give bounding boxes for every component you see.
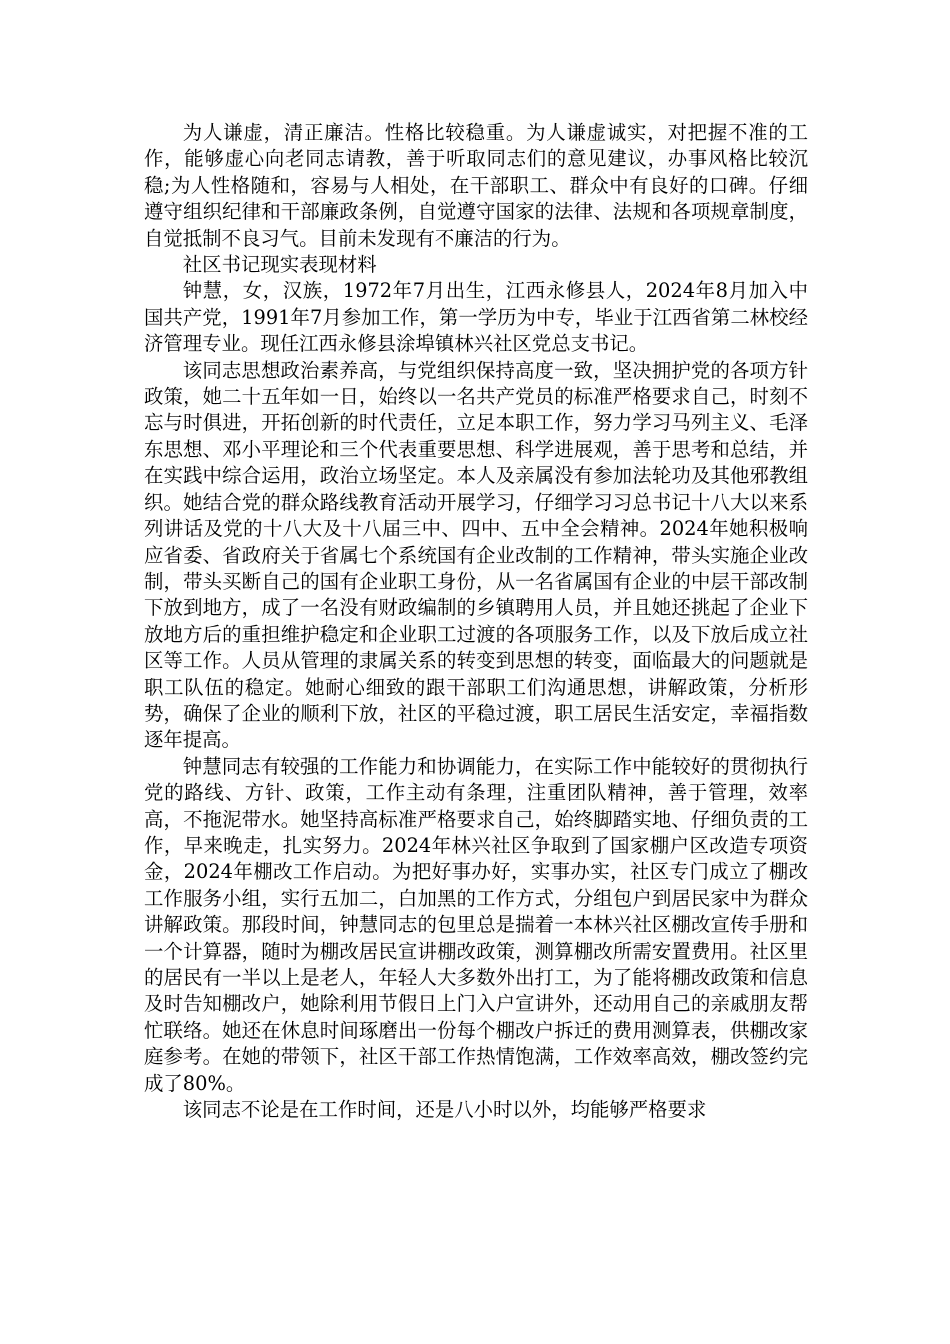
paragraph-political-quality: 该同志思想政治素养高，与党组织保持高度一致，坚决拥护党的各项方针政策，她二十五年如一日，始终以一名共产党员的标准严格要求自己，时刻不忘与时俱进，开拓创新的时代责任，立足本职工作，努力学习马列主义、毛泽东思想、邓小平理论和三个代表重要思想、科学进展观，善于思考和总结，并在实践中综合运用，政治立场坚定。本人及亲属没有参加法轮功及其他邪教组织。她结合党的群众路线教育活动开展学习，仔细学习习总书记十八大以来系列讲话及党的十八大及十八届三中、四中、五中全会精神。2024年她积极响应省委、省政府关于省属七个系统国有企业改制的工作精神，带头实施企业改制，带头买断自己的国有企业职工身份，从一名省属国有企业的中层干部改制下放到地方，成了一名没有财政编制的乡镇聘用人员，并且她还挑起了企业下放地方后的重担维护稳定和企业职工过渡的各项服务工作，以及下放后成立社区等工作。人员从管理的隶属关系的转变到思想的转变，面临最大的问题就是职工队伍的稳定。她耐心细致的跟干部职工们沟通思想，讲解政策，分析形势，确保了企业的顺利下放，社区的平稳过渡，职工居民生活安定，幸福指数逐年提高。 bbox=[144, 358, 808, 752]
paragraph-biography: 钟慧，女，汉族，1972年7月出生，江西永修县人，2024年8月加入中国共产党，1991年7月参加工作，第一学历为中专，毕业于江西省第二林校经济管理专业。现任江西永修县涂埠镇林兴社区党总支书记。 bbox=[144, 279, 808, 356]
paragraph-work-ability: 钟慧同志有较强的工作能力和协调能力，在实际工作中能较好的贯彻执行党的路线、方针、政策，工作主动有条理，注重团队精神，善于管理，效率高，不拖泥带水。她坚持高标准严格要求自己，始终脚踏实地、仔细负责的工作，早来晚走，扎实努力。2024年林兴社区争取到了国家棚户区改造专项资金，2024年棚改工作启动。为把好事办好，实事办实，社区专门成立了棚改工作服务小组，实行五加二，白加黑的工作方式，分组包户到居民家中为群众讲解政策。那段时间，钟慧同志的包里总是揣着一本林兴社区棚改宣传手册和一个计算器，随时为棚改居民宣讲棚改政策，测算棚改所需安置费用。社区里的居民有一半以上是老人，年轻人大多数外出打工，为了能将棚改政策和信息及时告知棚改户，她除利用节假日上门入户宣讲外，还动用自己的亲戚朋友帮忙联络。她还在休息时间琢磨出一份每个棚改户拆迁的费用测算表，供棚改家庭参考。在她的带领下，社区干部工作热情饱满，工作效率高效，棚改签约完成了80%。 bbox=[144, 754, 808, 1095]
document-page bbox=[144, 120, 808, 1123]
paragraph-self-discipline: 该同志不论是在工作时间，还是八小时以外，均能够严格要求 bbox=[182, 1098, 707, 1122]
paragraph-integrity: 为人谦虚，清正廉洁。性格比较稳重。为人谦虚诚实，对把握不准的工作，能够虚心向老同志请教，善于听取同志们的意见建议，办事风格比较沉稳;为人性格随和，容易与人相处，在干部职工、群众中有良好的口碑。仔细遵守组织纪律和干部廉政条例，自觉遵守国家的法律、法规和各项规章制度，自觉抵制不良习气。目前未发现有不廉洁的行为。 bbox=[144, 121, 808, 250]
section-heading: 社区书记现实表现材料 bbox=[182, 253, 377, 277]
